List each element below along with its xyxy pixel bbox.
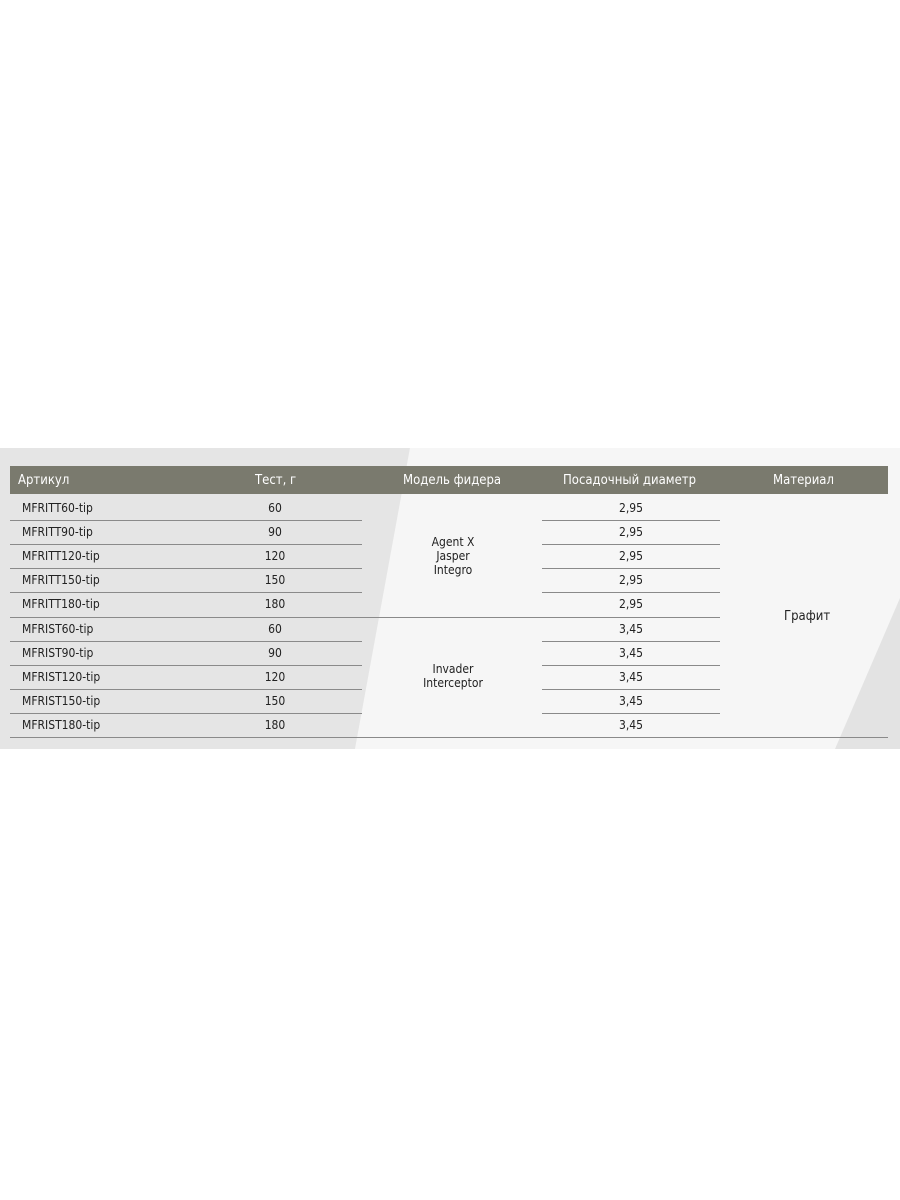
header-feeder-model: Модель фидера (403, 473, 502, 488)
sku-cell: MFRIST150-tip (22, 693, 101, 708)
feeder-model-name: Agent X (431, 535, 475, 549)
header-fit-diameter: Посадочный диаметр (563, 473, 697, 488)
sku-cell: MFRIST60-tip (22, 621, 94, 636)
feeder-model-name: Jasper (436, 549, 470, 563)
row-divider (542, 641, 720, 642)
test-cell: 150 (264, 573, 286, 588)
row-divider (10, 689, 362, 690)
row-divider (542, 520, 720, 521)
row-divider (10, 592, 362, 593)
diameter-cell: 2,95 (618, 525, 644, 540)
diameter-cell: 2,95 (618, 549, 644, 564)
header-material: Материал (773, 473, 834, 488)
sku-cell: MFRITT150-tip (22, 573, 100, 588)
diameter-cell: 3,45 (618, 621, 644, 636)
feeder-model-group-2 (393, 662, 513, 690)
table-header (10, 466, 888, 494)
row-divider (10, 737, 888, 738)
sku-cell: MFRITT180-tip (22, 597, 100, 612)
sku-cell: MFRIST120-tip (22, 669, 101, 684)
header-sku: Артикул (18, 473, 70, 488)
feeder-model-name: Integro (433, 563, 473, 577)
row-divider (542, 544, 720, 545)
diameter-cell: 3,45 (618, 669, 644, 684)
row-divider (10, 568, 362, 569)
sku-cell: MFRITT90-tip (22, 525, 93, 540)
row-divider (542, 713, 720, 714)
material-value: Графит (784, 609, 831, 624)
diameter-cell: 2,95 (618, 573, 644, 588)
test-cell: 60 (268, 621, 282, 636)
row-divider (10, 665, 362, 666)
sku-cell: MFRIST90-tip (22, 645, 94, 660)
sku-cell: MFRITT60-tip (22, 501, 93, 515)
diameter-cell: 3,45 (618, 693, 644, 708)
diameter-cell: 3,45 (618, 717, 644, 732)
feeder-model-name: Interceptor (423, 676, 483, 690)
row-divider (542, 689, 720, 690)
feeder-model-group-1 (393, 535, 513, 577)
test-cell: 180 (264, 597, 286, 612)
test-cell: 90 (268, 525, 282, 540)
diameter-cell: 3,45 (618, 645, 644, 660)
sku-cell: MFRIST180-tip (22, 717, 101, 732)
row-divider (10, 713, 362, 714)
row-divider (542, 568, 720, 569)
test-cell: 90 (268, 645, 282, 660)
diameter-cell: 2,95 (618, 597, 644, 612)
test-cell: 60 (268, 501, 282, 515)
row-divider (10, 641, 362, 642)
feeder-model-name: Invader (432, 662, 474, 676)
row-divider (542, 665, 720, 666)
test-cell: 180 (264, 717, 286, 732)
header-test: Тест, г (255, 473, 297, 488)
row-divider (10, 520, 362, 521)
row-divider (542, 592, 720, 593)
test-cell: 120 (264, 669, 286, 684)
test-cell: 120 (264, 549, 286, 564)
diameter-cell: 2,95 (618, 501, 644, 515)
row-divider (10, 617, 720, 618)
test-cell: 150 (264, 693, 286, 708)
row-divider (10, 544, 362, 545)
sku-cell: MFRITT120-tip (22, 549, 100, 564)
